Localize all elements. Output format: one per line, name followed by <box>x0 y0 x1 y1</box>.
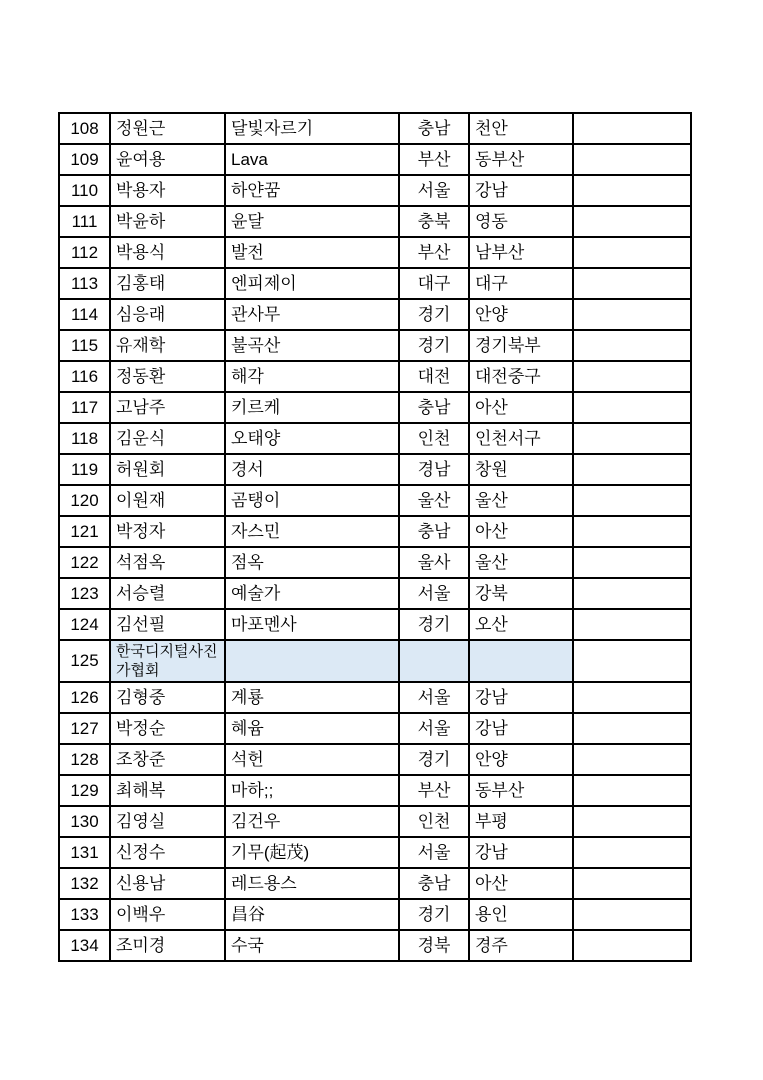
cell-nickname: 계룡 <box>225 682 399 713</box>
cell-nickname: 관사무 <box>225 299 399 330</box>
cell-name: 한국디지털사진가협회 <box>110 640 225 682</box>
cell-note <box>573 361 691 392</box>
cell-province: 충남 <box>399 113 469 144</box>
cell-province: 충남 <box>399 392 469 423</box>
table-row <box>59 516 691 547</box>
cell-no: 126 <box>59 682 110 713</box>
table-row <box>59 392 691 423</box>
table-row <box>59 237 691 268</box>
cell-name: 정동환 <box>110 361 225 392</box>
cell-province: 울사 <box>399 547 469 578</box>
table-row <box>59 744 691 775</box>
cell-name: 신용남 <box>110 868 225 899</box>
cell-note <box>573 392 691 423</box>
cell-nickname: 하얀꿈 <box>225 175 399 206</box>
cell-note <box>573 547 691 578</box>
cell-nickname: 레드용스 <box>225 868 399 899</box>
cell-no: 122 <box>59 547 110 578</box>
cell-no: 134 <box>59 930 110 961</box>
table-row <box>59 578 691 609</box>
table-row <box>59 268 691 299</box>
cell-nickname: 수국 <box>225 930 399 961</box>
cell-city: 안양 <box>469 744 573 775</box>
cell-city <box>469 640 573 682</box>
cell-province: 서울 <box>399 175 469 206</box>
table-row <box>59 868 691 899</box>
cell-city: 영동 <box>469 206 573 237</box>
cell-province: 경기 <box>399 299 469 330</box>
cell-province: 부산 <box>399 237 469 268</box>
cell-nickname: 점옥 <box>225 547 399 578</box>
cell-name: 정원근 <box>110 113 225 144</box>
cell-city: 동부산 <box>469 775 573 806</box>
cell-city: 강남 <box>469 713 573 744</box>
cell-nickname: 예술가 <box>225 578 399 609</box>
table-row <box>59 837 691 868</box>
cell-nickname: 경서 <box>225 454 399 485</box>
cell-note <box>573 423 691 454</box>
cell-note <box>573 837 691 868</box>
cell-province: 경기 <box>399 330 469 361</box>
table-row <box>59 330 691 361</box>
cell-nickname: 昌谷 <box>225 899 399 930</box>
table-row <box>59 299 691 330</box>
cell-province: 경북 <box>399 930 469 961</box>
cell-name: 서승렬 <box>110 578 225 609</box>
table-row <box>59 713 691 744</box>
cell-note <box>573 330 691 361</box>
cell-nickname <box>225 640 399 682</box>
cell-nickname: 기무(起茂) <box>225 837 399 868</box>
cell-no: 123 <box>59 578 110 609</box>
table-row <box>59 806 691 837</box>
cell-province: 충남 <box>399 868 469 899</box>
cell-note <box>573 113 691 144</box>
cell-no: 124 <box>59 609 110 640</box>
cell-city: 대구 <box>469 268 573 299</box>
cell-city: 아산 <box>469 516 573 547</box>
cell-city: 천안 <box>469 113 573 144</box>
cell-nickname: 불곡산 <box>225 330 399 361</box>
cell-note <box>573 578 691 609</box>
table-row <box>59 175 691 206</box>
cell-province: 인천 <box>399 423 469 454</box>
table-row <box>59 454 691 485</box>
cell-city: 강남 <box>469 175 573 206</box>
cell-city: 강남 <box>469 837 573 868</box>
cell-note <box>573 899 691 930</box>
cell-no: 114 <box>59 299 110 330</box>
cell-note <box>573 609 691 640</box>
cell-no: 109 <box>59 144 110 175</box>
cell-city: 아산 <box>469 868 573 899</box>
cell-name: 박용자 <box>110 175 225 206</box>
cell-province: 충남 <box>399 516 469 547</box>
cell-nickname: 곰탱이 <box>225 485 399 516</box>
cell-province: 경기 <box>399 744 469 775</box>
cell-note <box>573 640 691 682</box>
cell-no: 110 <box>59 175 110 206</box>
cell-no: 115 <box>59 330 110 361</box>
table-row <box>59 206 691 237</box>
cell-name: 박정순 <box>110 713 225 744</box>
cell-province: 서울 <box>399 713 469 744</box>
table-row <box>59 485 691 516</box>
cell-no: 120 <box>59 485 110 516</box>
cell-no: 117 <box>59 392 110 423</box>
cell-province: 울산 <box>399 485 469 516</box>
table-row <box>59 361 691 392</box>
cell-name: 김홍태 <box>110 268 225 299</box>
cell-nickname: 마하;; <box>225 775 399 806</box>
cell-name: 윤여용 <box>110 144 225 175</box>
cell-no: 111 <box>59 206 110 237</box>
cell-nickname: 오태양 <box>225 423 399 454</box>
cell-no: 113 <box>59 268 110 299</box>
table-row <box>59 930 691 961</box>
cell-nickname: 석헌 <box>225 744 399 775</box>
cell-province: 경기 <box>399 609 469 640</box>
cell-note <box>573 175 691 206</box>
cell-city: 울산 <box>469 547 573 578</box>
cell-province: 대전 <box>399 361 469 392</box>
cell-city: 대전중구 <box>469 361 573 392</box>
cell-name: 박용식 <box>110 237 225 268</box>
cell-city: 창원 <box>469 454 573 485</box>
cell-province: 부산 <box>399 144 469 175</box>
cell-nickname: 윤달 <box>225 206 399 237</box>
table-row <box>59 775 691 806</box>
cell-city: 경주 <box>469 930 573 961</box>
cell-no: 116 <box>59 361 110 392</box>
cell-note <box>573 775 691 806</box>
cell-nickname: 발전 <box>225 237 399 268</box>
cell-city: 부평 <box>469 806 573 837</box>
cell-name: 석점옥 <box>110 547 225 578</box>
table-row <box>59 640 691 682</box>
cell-note <box>573 485 691 516</box>
cell-no: 125 <box>59 640 110 682</box>
cell-no: 132 <box>59 868 110 899</box>
cell-note <box>573 299 691 330</box>
cell-city: 경기북부 <box>469 330 573 361</box>
cell-note <box>573 237 691 268</box>
cell-nickname: 김건우 <box>225 806 399 837</box>
cell-city: 울산 <box>469 485 573 516</box>
cell-name: 김영실 <box>110 806 225 837</box>
table-row <box>59 547 691 578</box>
cell-city: 용인 <box>469 899 573 930</box>
cell-nickname: 마포멘사 <box>225 609 399 640</box>
cell-province: 서울 <box>399 837 469 868</box>
cell-no: 133 <box>59 899 110 930</box>
cell-note <box>573 868 691 899</box>
cell-name: 신정수 <box>110 837 225 868</box>
cell-nickname: 엔피제이 <box>225 268 399 299</box>
cell-no: 119 <box>59 454 110 485</box>
cell-province: 서울 <box>399 682 469 713</box>
table-row <box>59 682 691 713</box>
cell-name: 김선필 <box>110 609 225 640</box>
cell-city: 동부산 <box>469 144 573 175</box>
cell-name: 김운식 <box>110 423 225 454</box>
cell-no: 128 <box>59 744 110 775</box>
cell-name: 박윤하 <box>110 206 225 237</box>
table-row <box>59 144 691 175</box>
cell-province <box>399 640 469 682</box>
cell-city: 강북 <box>469 578 573 609</box>
cell-name: 김형중 <box>110 682 225 713</box>
cell-note <box>573 268 691 299</box>
cell-province: 경기 <box>399 899 469 930</box>
cell-no: 121 <box>59 516 110 547</box>
cell-nickname: 달빛자르기 <box>225 113 399 144</box>
cell-province: 경남 <box>399 454 469 485</box>
cell-no: 118 <box>59 423 110 454</box>
cell-note <box>573 713 691 744</box>
cell-nickname: Lava <box>225 144 399 175</box>
table-row <box>59 609 691 640</box>
cell-city: 안양 <box>469 299 573 330</box>
member-table-body <box>59 113 691 961</box>
cell-note <box>573 516 691 547</box>
cell-note <box>573 930 691 961</box>
cell-province: 충북 <box>399 206 469 237</box>
cell-province: 부산 <box>399 775 469 806</box>
cell-note <box>573 206 691 237</box>
cell-no: 108 <box>59 113 110 144</box>
cell-province: 인천 <box>399 806 469 837</box>
table-row <box>59 423 691 454</box>
cell-note <box>573 744 691 775</box>
cell-name: 박정자 <box>110 516 225 547</box>
cell-name: 유재학 <box>110 330 225 361</box>
cell-no: 112 <box>59 237 110 268</box>
cell-note <box>573 682 691 713</box>
cell-no: 130 <box>59 806 110 837</box>
cell-province: 서울 <box>399 578 469 609</box>
cell-name: 조창준 <box>110 744 225 775</box>
cell-city: 남부산 <box>469 237 573 268</box>
cell-no: 129 <box>59 775 110 806</box>
cell-name: 심응래 <box>110 299 225 330</box>
member-table <box>58 112 692 962</box>
cell-province: 대구 <box>399 268 469 299</box>
cell-nickname: 자스민 <box>225 516 399 547</box>
cell-note <box>573 144 691 175</box>
cell-nickname: 키르케 <box>225 392 399 423</box>
cell-nickname: 혜윰 <box>225 713 399 744</box>
table-row <box>59 899 691 930</box>
cell-no: 131 <box>59 837 110 868</box>
cell-nickname: 해각 <box>225 361 399 392</box>
cell-name: 이원재 <box>110 485 225 516</box>
cell-name: 최해복 <box>110 775 225 806</box>
cell-no: 127 <box>59 713 110 744</box>
cell-name: 이백우 <box>110 899 225 930</box>
cell-note <box>573 806 691 837</box>
cell-city: 오산 <box>469 609 573 640</box>
cell-note <box>573 454 691 485</box>
cell-name: 고남주 <box>110 392 225 423</box>
cell-city: 강남 <box>469 682 573 713</box>
table-row <box>59 113 691 144</box>
cell-name: 조미경 <box>110 930 225 961</box>
cell-name: 허원회 <box>110 454 225 485</box>
cell-city: 아산 <box>469 392 573 423</box>
cell-city: 인천서구 <box>469 423 573 454</box>
